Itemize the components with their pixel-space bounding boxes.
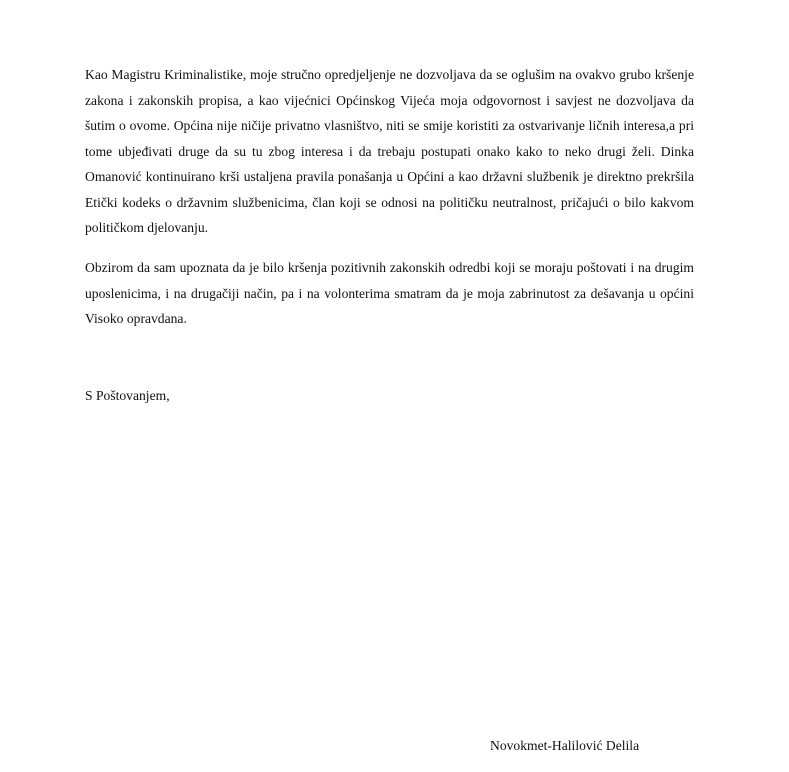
signature-name: Novokmet-Halilović Delila	[490, 738, 640, 753]
paragraph-concern: Obzirom da sam upoznata da je bilo kršenja pozitivnih zakonskih odredbi koji se moraju poštovati i na drugim uposlenicima, i na drugačiji način, pa i na volonterima smatram da je moja zabrinutost za dešavanja u općini Visoko opravdana.	[85, 260, 694, 326]
closing-salutation: S Poštovanjem,	[85, 388, 170, 403]
paragraph-complaint: Kao Magistru Kriminalistike, moje stručno opredjeljenje ne dozvoljava da se oglušim na ovakvo grubo kršenje zakona i zakonskih propisa, a kao vijećnici Općinskog Vijeća moja odgovornost i savjest ne dozvoljava da šutim o ovome. Općina nije ničije privatno vlasništvo, niti se smije koristiti za ostvarivanje ličnih interesa,a pri tome ubjeđivati druge da su tu zbog interesa i da trebaju postupati onako kako to neko drugi želi. Dinka Omanović kontinuirano krši ustaljena pravila ponašanja u Općini a kao državni službenik je direktno prekršila Etički kodeks o državnim službenicima, član koji se odnosi na političku neutralnost, pričajući o bilo kakvom političkom djelovanju.	[85, 67, 694, 235]
